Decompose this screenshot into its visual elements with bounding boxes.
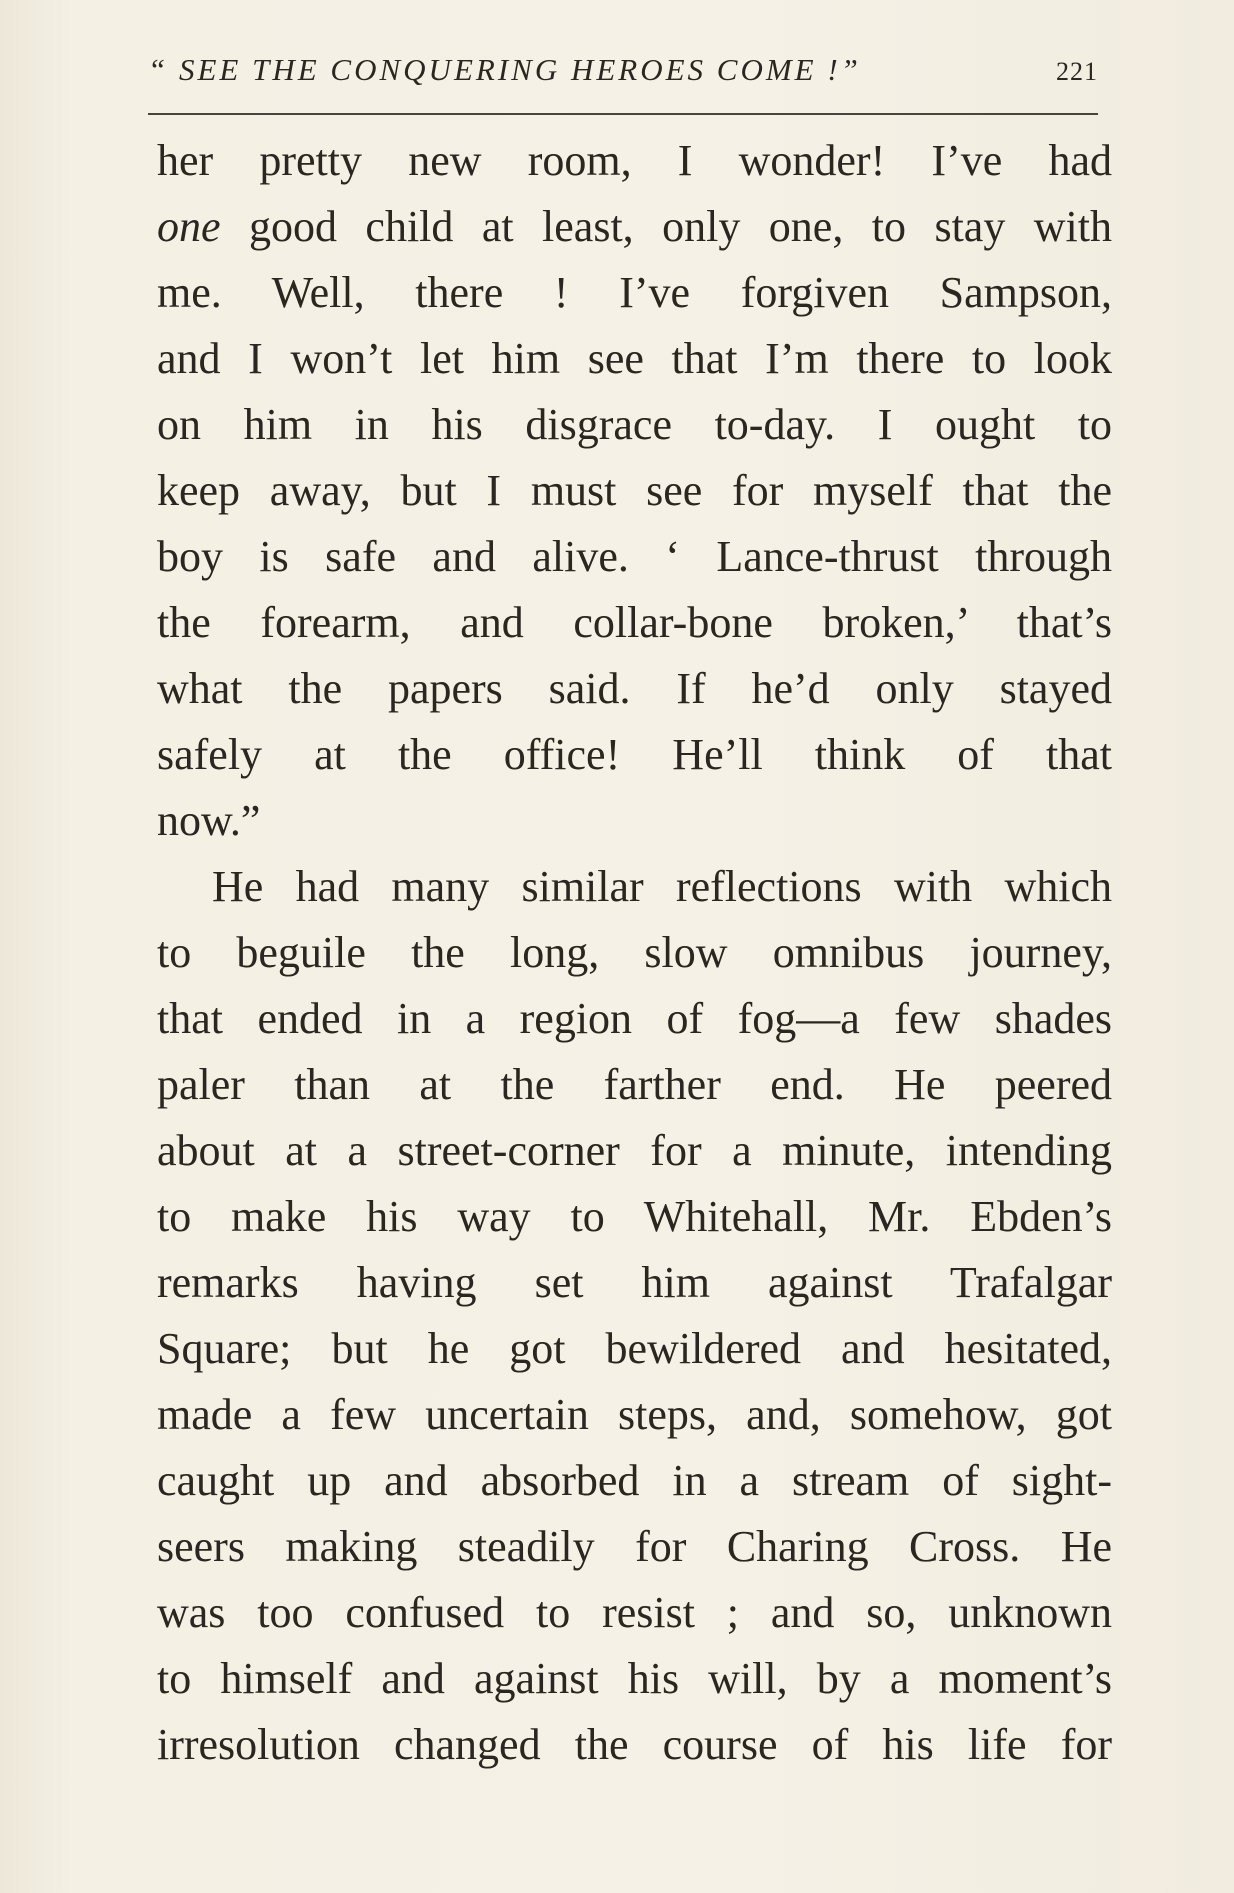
text-line: the forearm, and collar-bone broken,’ that’s (157, 598, 1112, 647)
text-line: and I won’t let him see that I’m there to look (157, 334, 1112, 383)
text-line: to himself and against his will, by a moment’s (157, 1654, 1112, 1703)
text-line: remarks having set him against Trafalgar (157, 1258, 1112, 1307)
page-number: 221 (1056, 57, 1098, 86)
text-line: caught up and absorbed in a stream of sight- (157, 1456, 1112, 1505)
header-rule (148, 113, 1098, 115)
running-head (148, 52, 1098, 102)
text-line: about at a street-corner for a minute, intending (157, 1126, 1112, 1175)
text-line: now.” (157, 796, 261, 845)
italic-word: one (157, 202, 221, 251)
text-line: seers making steadily for Charing Cross. He (157, 1522, 1112, 1571)
text-line: paler than at the farther end. He peered (157, 1060, 1112, 1109)
text-line: irresolution changed the course of his life for (157, 1720, 1112, 1769)
running-title: “ SEE THE CONQUERING HEROES COME !” (148, 52, 861, 87)
text-line: Square; but he got bewildered and hesitated, (157, 1324, 1112, 1373)
text-line-rest: good child at least, only one, to stay with (248, 202, 1112, 251)
body-text (157, 128, 1112, 1778)
text-line: to make his way to Whitehall, Mr. Ebden’s (157, 1192, 1112, 1241)
text-line: her pretty new room, I wonder! I’ve had (157, 136, 1112, 185)
text-line: safely at the office! He’ll think of that (157, 730, 1112, 779)
text-line: to beguile the long, slow omnibus journey, (157, 928, 1112, 977)
text-line: that ended in a region of fog—a few shades (157, 994, 1112, 1043)
text-line: what the papers said. If he’d only stayed (157, 664, 1112, 713)
text-line: keep away, but I must see for myself that the (157, 466, 1112, 515)
text-line (157, 194, 1112, 260)
text-line: boy is safe and alive. ‘ Lance-thrust through (157, 532, 1112, 581)
text-line: made a few uncertain steps, and, somehow, got (157, 1390, 1112, 1439)
text-line: me. Well, there ! I’ve forgiven Sampson, (157, 268, 1112, 317)
text-line: He had many similar reflections with which (212, 862, 1112, 911)
text-line: was too confused to resist ; and so, unknown (157, 1588, 1112, 1637)
text-line: on him in his disgrace to-day. I ought to (157, 400, 1112, 449)
